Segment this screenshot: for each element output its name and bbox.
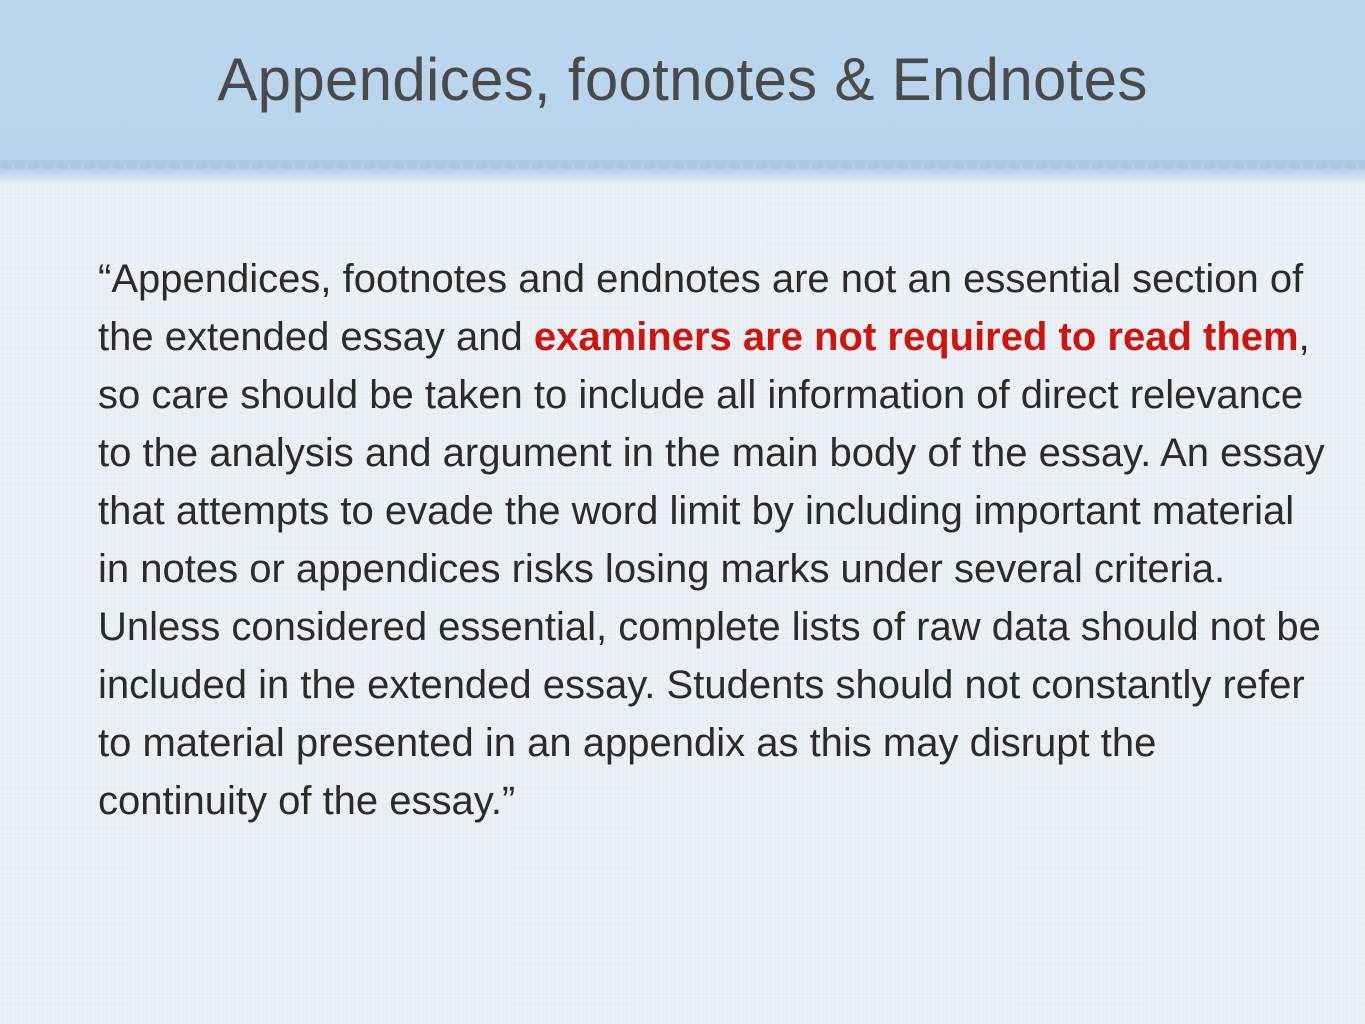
header-torn-edge [0, 160, 1365, 184]
slide-title: Appendices, footnotes & Endnotes [217, 46, 1148, 113]
quote-text-end: , so care should be taken to include all information of direct relevance to the analysis and argument in the main body of the essay. An essay that attempts to evade the word limit by including important material in notes or appendices risks losing marks under several criteria. Unless considered essential, complete lists of raw data should not be included in the extended essay. Students should not constantly refer to material presented in an appendix as this may disrupt the continuity of the essay.” [98, 315, 1325, 823]
emphasized-text: examiners are not required to read them [533, 315, 1299, 359]
quote-paragraph [98, 250, 1328, 830]
quote-text-start: “Appendices, footnotes and endnotes are not an essential section of the extended essay and [98, 257, 1304, 359]
